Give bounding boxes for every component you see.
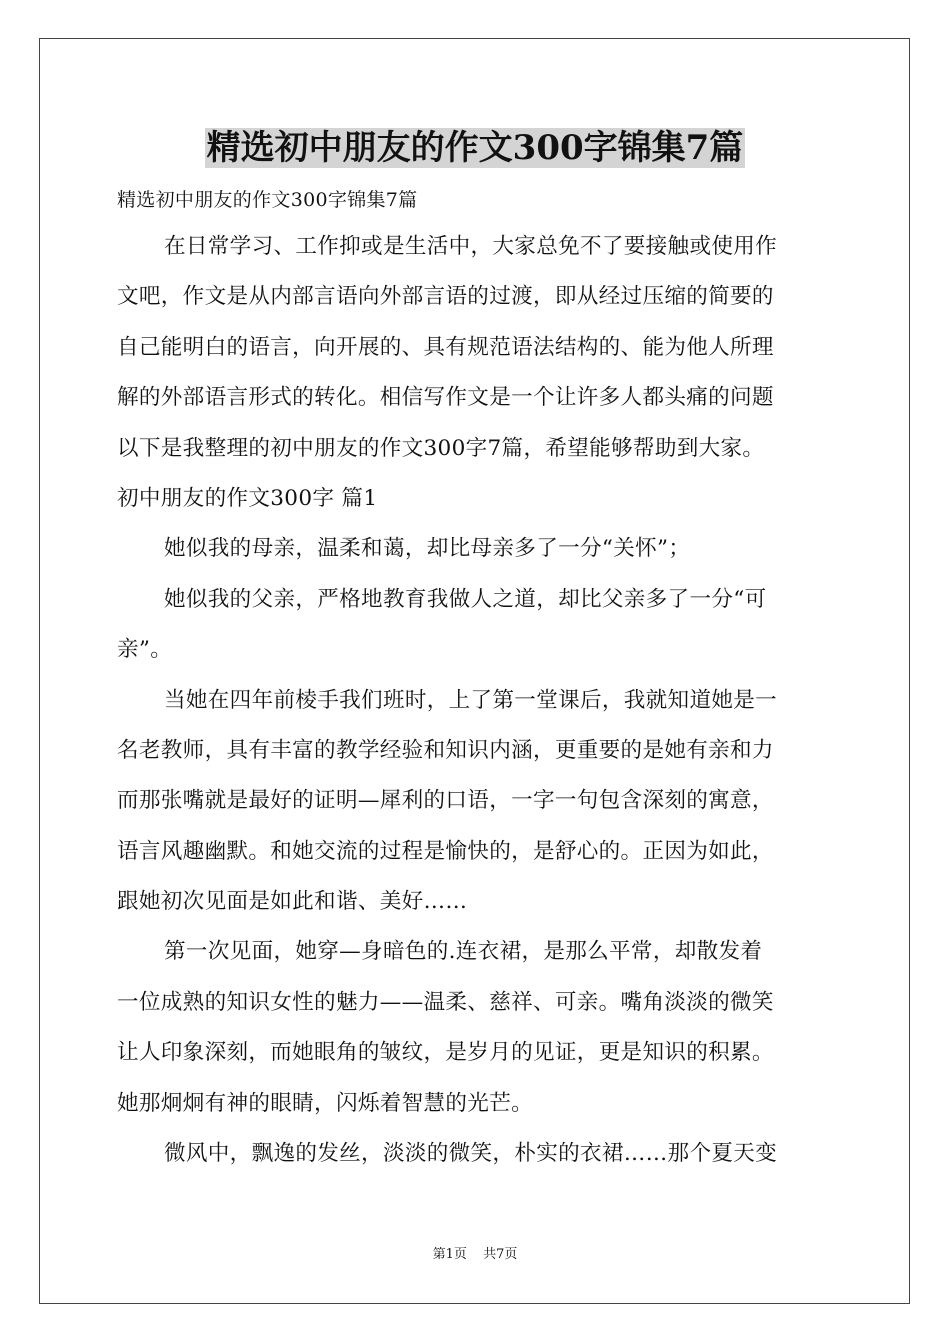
document-title: 精选初中朋友的作文300字锦集7篇 xyxy=(206,128,744,168)
body-line: 语言风趣幽默。和她交流的过程是愉快的，是舒心的。正因为如此， xyxy=(117,838,774,864)
body-line: 让人印象深刻，而她眼角的皱纹，是岁月的见证，更是知识的积累。 xyxy=(117,1040,774,1066)
body-line: 自己能明白的语言，向开展的、具有规范语法结构的、能为他人所理 xyxy=(117,334,774,360)
body-line: 亲”。 xyxy=(117,637,173,663)
body-line: 第一次见面，她穿—身暗色的.连衣裙，是那么平常，却散发着 xyxy=(164,939,763,965)
body-line: 在日常学习、工作抑或是生活中，大家总免不了要接触或使用作 xyxy=(164,234,778,259)
page-total: 共7页 xyxy=(483,1247,518,1262)
body-line: 文吧，作文是从内部言语向外部言语的过渡，即从经过压缩的简要的 xyxy=(117,284,774,310)
body-line: 一位成熟的知识女性的魅力——温柔、慈祥、可亲。嘴角淡淡的微笑 xyxy=(117,989,774,1015)
page-number: 第1页 xyxy=(432,1247,467,1262)
body-line: 她那炯炯有神的眼睛，闪烁着智慧的光芒。 xyxy=(117,1090,533,1116)
body-line: 她似我的母亲，温柔和蔼，却比母亲多了一分“关怀”； xyxy=(164,536,691,562)
subtitle-line: 精选初中朋友的作文300字锦集7篇 xyxy=(117,189,418,211)
body-line: 微风中，飘逸的发丝，淡淡的微笑，朴实的衣裙……那个夏天变 xyxy=(164,1141,778,1167)
section-heading: 初中朋友的作文300字 篇1 xyxy=(117,485,378,511)
page-footer xyxy=(0,1246,950,1264)
body-line: 而那张嘴就是最好的证明—犀利的口语，一字一句包含深刻的寓意， xyxy=(117,788,774,814)
body-line: 当她在四年前棱手我们班时，上了第一堂课后，我就知道她是一 xyxy=(164,687,778,713)
body-line: 跟她初次见面是如此和谐、美好…… xyxy=(117,889,468,915)
body-line: 名老教师，具有丰富的教学经验和知识内涵，更重要的是她有亲和力 xyxy=(117,737,774,763)
body-line: 以下是我整理的初中朋友的作文300字7篇，希望能够帮助到大家。 xyxy=(117,435,765,461)
title-container xyxy=(0,128,950,168)
body-line: 解的外部语言形式的转化。相信写作文是一个让许多人都头痛的问题 xyxy=(117,385,774,411)
document-body xyxy=(117,178,837,1179)
body-line: 她似我的父亲，严格地教育我做人之道，却比父亲多了一分“可 xyxy=(164,586,767,612)
